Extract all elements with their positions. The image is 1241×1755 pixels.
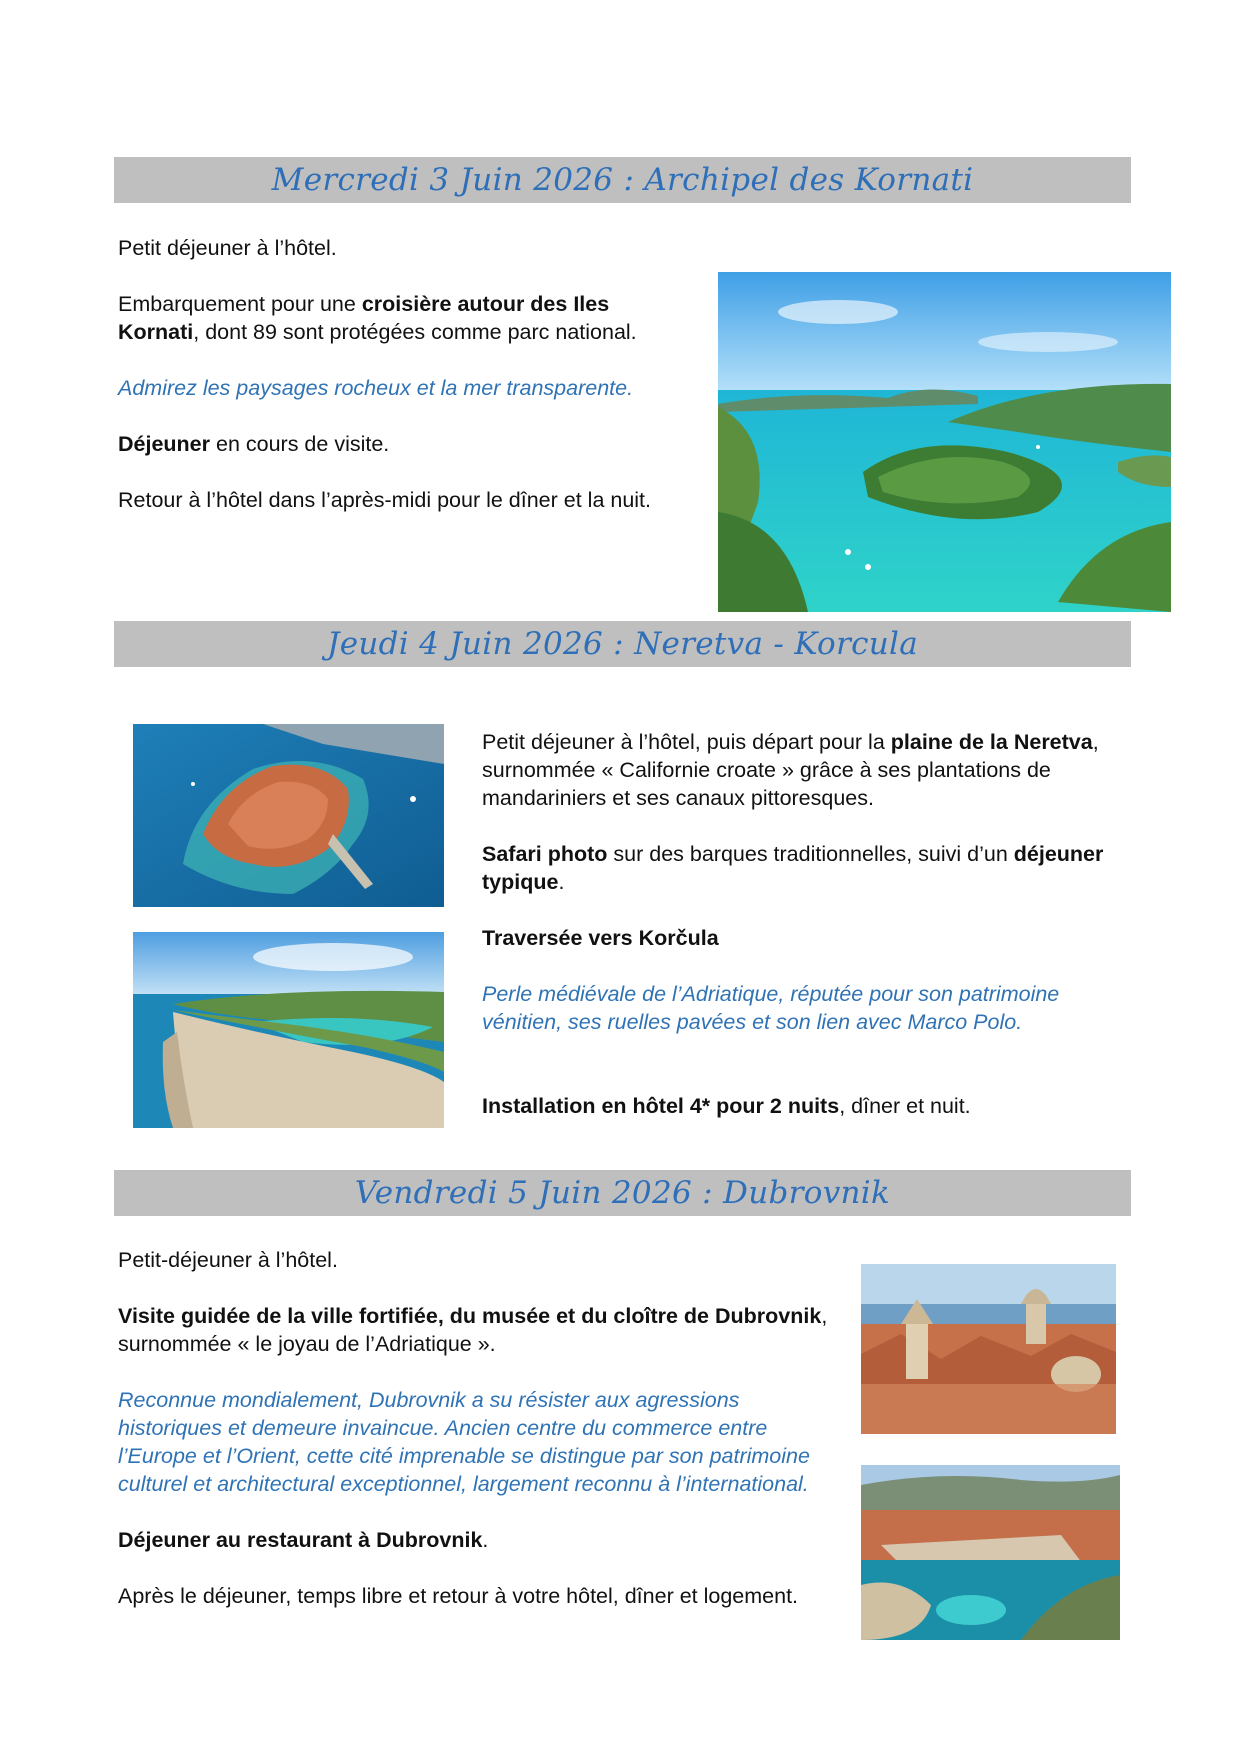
day1-breakfast: Petit déjeuner à l’hôtel. [118, 236, 337, 260]
day1-text [118, 234, 688, 514]
day3-breakfast: Petit-déjeuner à l’hôtel. [118, 1248, 338, 1272]
day2-neretva: Petit déjeuner à l’hôtel, puis départ pour la plaine de la Neretva, surnommée « Californie croate » grâce à ses plantations de mandariniers et ses canaux pittoresques. [482, 730, 1099, 810]
day1-cruise: Embarquement pour une croisière autour des Iles Kornati, dont 89 sont protégées comme parc national. [118, 292, 637, 344]
day2-text [482, 728, 1132, 1120]
day2-hotel: Installation en hôtel 4* pour 2 nuits, dîner et nuit. [482, 1094, 971, 1118]
day1-return: Retour à l’hôtel dans l’après-midi pour le dîner et la nuit. [118, 488, 652, 512]
day2-title: Jeudi 4 Juin 2026 : Neretva - Korcula [114, 621, 1131, 667]
day3-visit: Visite guidée de la ville fortifiée, du musée et du cloître de Dubrovnik, surnommée « le joyau de l’Adriatique ». [118, 1304, 828, 1356]
day3-highlight: Reconnue mondialement, Dubrovnik a su résister aux agressions historiques et demeure invaincue. Ancien centre du commerce entre l’Europe et l’Orient, cette cité imprenable se distingue par son patrimoine culturel et architectural exceptionnel, largement reconnu à l’international. [118, 1388, 810, 1496]
day3-title: Vendredi 5 Juin 2026 : Dubrovnik [114, 1170, 1131, 1216]
dubrovnik-walls-photo [861, 1465, 1120, 1640]
dubrovnik-roofs-photo [861, 1264, 1116, 1434]
day2-highlight: Perle médiévale de l’Adriatique, réputée pour son patrimoine vénitien, ses ruelles pavées et son lien avec Marco Polo. [482, 982, 1060, 1034]
day1-lunch: Déjeuner en cours de visite. [118, 432, 390, 456]
day3-lunch: Déjeuner au restaurant à Dubrovnik. [118, 1528, 489, 1552]
kornati-photo [718, 272, 1171, 612]
day3-afternoon: Après le déjeuner, temps libre et retour à votre hôtel, dîner et logement. [118, 1584, 799, 1608]
cliffs-photo [133, 932, 444, 1128]
day1-title: Mercredi 3 Juin 2026 : Archipel des Kornati [114, 157, 1131, 203]
day2-safari: Safari photo sur des barques traditionnelles, suivi d’un déjeuner typique. [482, 842, 1104, 894]
day2-crossing: Traversée vers Korčula [482, 926, 719, 950]
day3-text [118, 1246, 838, 1610]
day1-highlight: Admirez les paysages rocheux et la mer transparente. [118, 376, 634, 400]
korcula-photo [133, 724, 444, 907]
